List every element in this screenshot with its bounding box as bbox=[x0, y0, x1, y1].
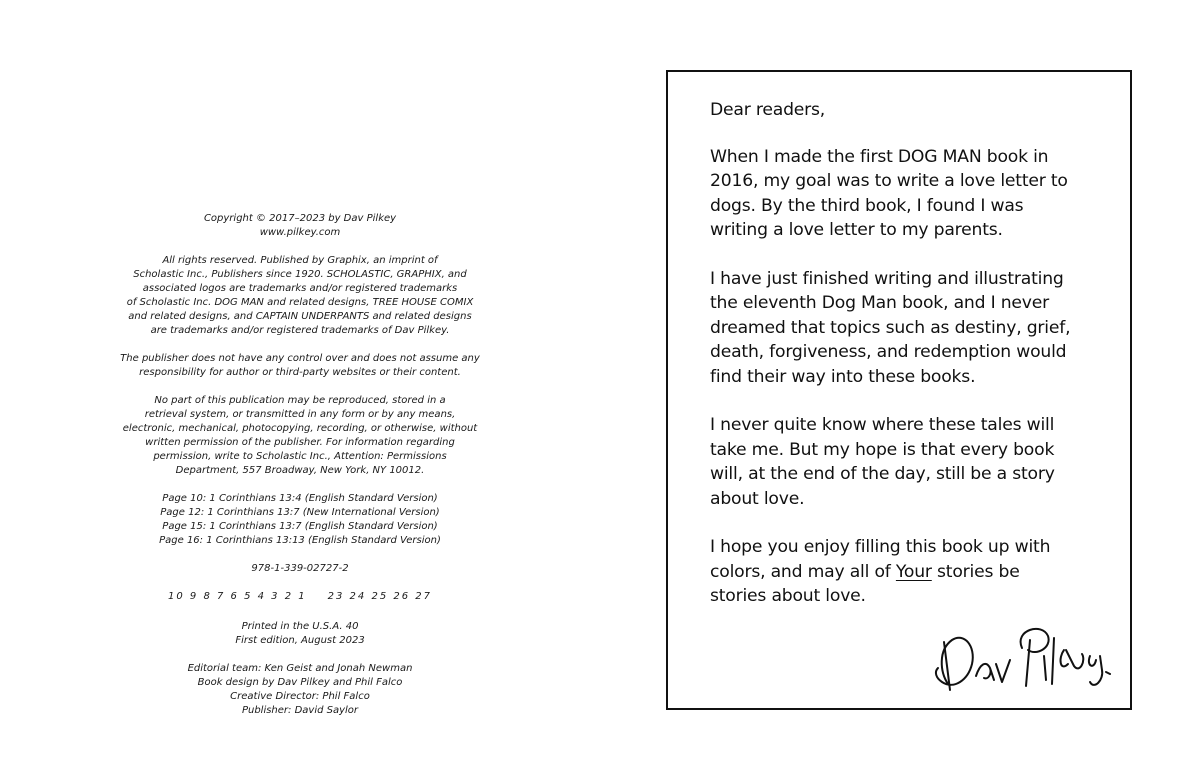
copyright-page bbox=[100, 212, 500, 732]
letter-body bbox=[710, 98, 1120, 633]
year-numbers: 23 24 25 26 27 bbox=[327, 591, 432, 602]
printing-numbers: 10 9 8 7 6 5 4 3 2 1 bbox=[168, 591, 307, 602]
rights-notice: All rights reserved. Published by Graphix, an imprint of Scholastic Inc., Publishers since 1920. SCHOLASTIC, GRAPHIX, and associated logos are trademarks and/or registered trademarks of Scholastic Inc. DOG MAN and related designs, TREE HOUSE COMIX and related designs, and CAPTAIN UNDERPANTS and related designs are trademarks and/or registered trademarks of Dav Pilkey. bbox=[126, 255, 474, 336]
letter-paragraph-3: I never quite know where these tales will take me. But my hope is that every book will, at the end of the day, still be a story about love. bbox=[710, 415, 1055, 509]
signature-icon bbox=[930, 620, 1120, 700]
letter-paragraph-2: I have just finished writing and illustrating the eleventh Dog Man book, and I never dreamed that topics such as destiny, grief, death, forgiveness, and redemption would find their way into these books. bbox=[710, 268, 1071, 387]
publisher-disclaimer: The publisher does not have any control over and does not assume any responsibility for author or third-party websites or their content. bbox=[120, 353, 480, 378]
letter-emphasis: Your bbox=[895, 561, 932, 582]
letter-greeting: Dear readers, bbox=[710, 100, 826, 120]
letter-paragraph-4 bbox=[710, 535, 1120, 609]
scripture-credits: Page 10: 1 Corinthians 13:4 (English Standard Version) Page 12: 1 Corinthians 13:7 (New International Version) Page 15: 1 Corinthians 13:7 (English Standard Version) Page 16: 1 Corinthians 13:13 (English Standard Version) bbox=[159, 493, 441, 546]
isbn: 978-1-339-02727-2 bbox=[251, 563, 349, 574]
printing-info: Printed in the U.S.A. 40 First edition, August 2023 bbox=[235, 621, 365, 646]
letter-paragraph-1: When I made the first DOG MAN book in 2016, my goal was to write a love letter to dogs. By the third book, I found I was writing a love letter to my parents. bbox=[710, 146, 1068, 240]
letter-paragraph-4-start: I hope you enjoy filling this book up with colors, and may all of bbox=[710, 537, 1051, 582]
printing-line bbox=[100, 590, 500, 604]
letter-frame bbox=[666, 70, 1132, 710]
reproduction-notice: No part of this publication may be reproduced, stored in a retrieval system, or transmitted in any form or by any means, electronic, mechanical, photocopying, recording, or otherwise, without written permission of the publisher. For information regarding permission, write to Scholastic Inc., Attention: Permissions Department, 557 Broadway, New York, NY 10012. bbox=[122, 395, 478, 476]
credits: Editorial team: Ken Geist and Jonah Newman Book design by Dav Pilkey and Phil Falco Creative Director: Phil Falco Publisher: David Saylor bbox=[187, 663, 413, 716]
letter-paragraph-4-end: stories be stories about love. bbox=[710, 561, 1020, 606]
copyright-notice: Copyright © 2017–2023 by Dav Pilkey www.pilkey.com bbox=[203, 213, 397, 238]
